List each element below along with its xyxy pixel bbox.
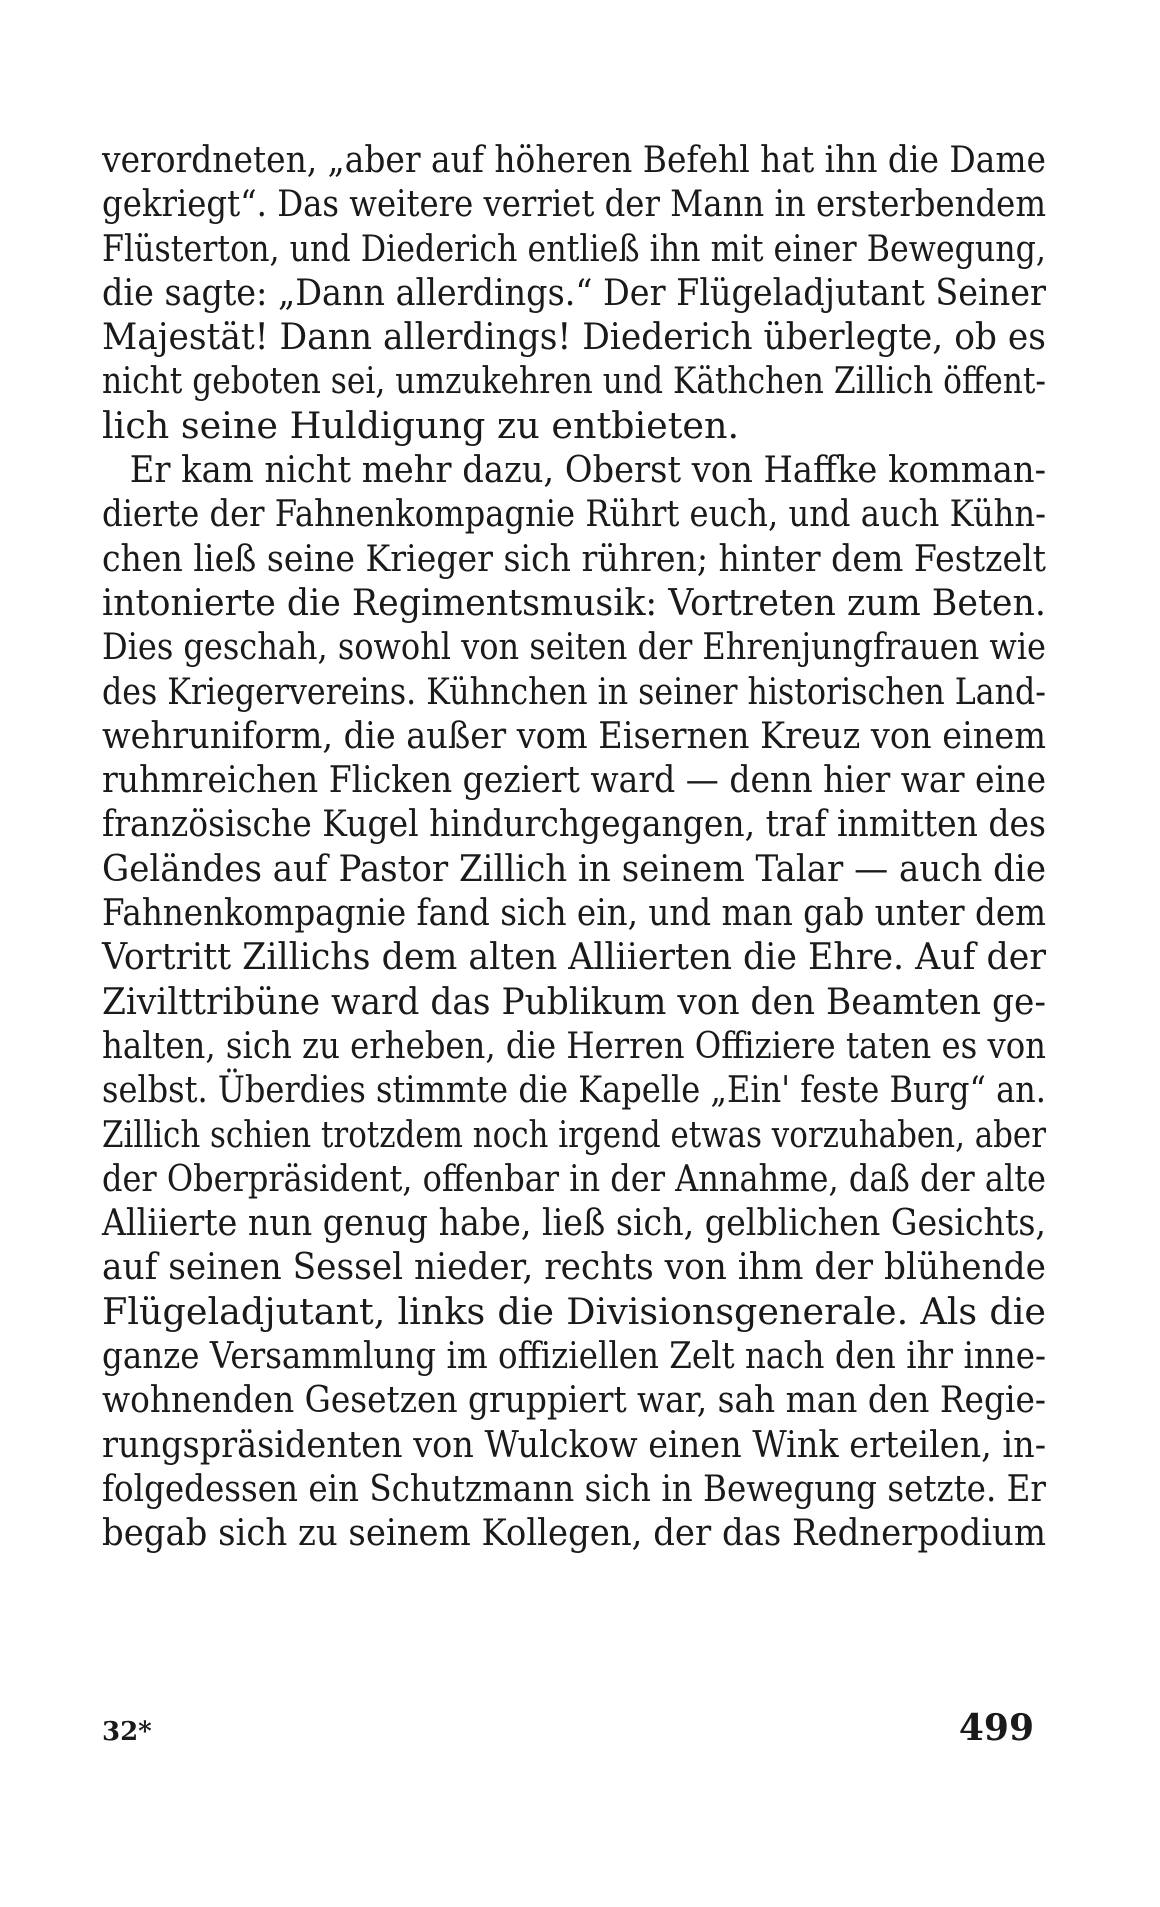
page-number: 499 — [958, 1707, 1034, 1749]
text-line: selbst. Überdies stimmte die Kapelle „Ein' feste Burg“ an. — [102, 1068, 1046, 1112]
text-line: Zillich schien trotzdem noch irgend etwas vorzuhaben, aber — [102, 1112, 1046, 1156]
body-text — [102, 138, 1046, 1556]
text-line: Dies geschah, sowohl von seiten der Ehrenjungfrauen wie — [102, 625, 1046, 669]
text-line: verordneten, „aber auf höheren Befehl hat ihn die Dame — [102, 138, 1046, 181]
text-line: begab sich zu seinem Kollegen, der das Rednerpodium — [102, 1511, 1046, 1555]
text-line: Vortritt Zillichs dem alten Alliierten die Ehre. Auf der — [102, 935, 1046, 979]
text-line: ruhmreichen Flicken geziert ward — denn hier war eine — [102, 758, 1046, 802]
printer-signature: 32* — [102, 1717, 152, 1747]
text-line: Fahnenkompagnie fand sich ein, und man gab unter dem — [102, 891, 1046, 935]
text-line: der Oberpräsident, offenbar in der Annahme, daß der alte — [102, 1156, 1046, 1200]
text-line-paragraph-end: lich seine Huldigung zu entbieten. — [102, 403, 740, 447]
text-line: Geländes auf Pastor Zillich in seinem Talar — auch die — [102, 846, 1046, 890]
text-line: Majestät! Dann allerdings! Diederich überlegte, ob es — [102, 315, 1046, 359]
text-line: Flüsterton, und Diederich entließ ihn mit einer Bewegung, — [102, 226, 1046, 270]
text-line: die sagte: „Dann allerdings.“ Der Flügeladjutant Seiner — [102, 270, 1046, 314]
text-line: Alliierte nun genug habe, ließ sich, gelblichen Gesichts, — [102, 1201, 1046, 1245]
text-line: dierte der Fahnenkompagnie Rührt euch, und auch Kühn- — [102, 492, 1046, 536]
text-line: wehruniform, die außer vom Eisernen Kreuz von einem — [102, 713, 1046, 757]
text-line: auf seinen Sessel nieder, rechts von ihm der blühende — [102, 1245, 1046, 1289]
text-line: folgedessen ein Schutzmann sich in Bewegung setzte. Er — [102, 1466, 1046, 1510]
text-line: nicht geboten sei, umzukehren und Käthchen Zillich öffent- — [102, 359, 1046, 403]
text-line: Flügeladjutant, links die Divisionsgenerale. Als die — [102, 1289, 1046, 1333]
text-line: chen ließ seine Krieger sich rühren; hinter dem Festzelt — [102, 536, 1046, 580]
text-line: halten, sich zu erheben, die Herren Offiziere taten es von — [102, 1023, 1046, 1067]
text-line: wohnenden Gesetzen gruppiert war, sah man den Regie- — [102, 1378, 1046, 1422]
text-line: gekriegt“. Das weitere verriet der Mann in ersterbendem — [102, 182, 1046, 226]
text-line: Zivilttribüne ward das Publikum von den Beamten ge- — [102, 979, 1046, 1023]
text-line: des Kriegervereins. Kühnchen in seiner historischen Land- — [102, 669, 1046, 713]
text-line: intonierte die Regimentsmusik: Vortreten zum Beten. — [102, 580, 1046, 624]
text-line: rungspräsidenten von Wulckow einen Wink erteilen, in- — [102, 1422, 1046, 1466]
text-line: französische Kugel hindurchgegangen, traf inmitten des — [102, 802, 1046, 846]
text-line: ganze Versammlung im offiziellen Zelt nach den ihr inne- — [102, 1334, 1046, 1378]
text-line-paragraph-start: Er kam nicht mehr dazu, Oberst von Haffke komman- — [129, 448, 1046, 492]
